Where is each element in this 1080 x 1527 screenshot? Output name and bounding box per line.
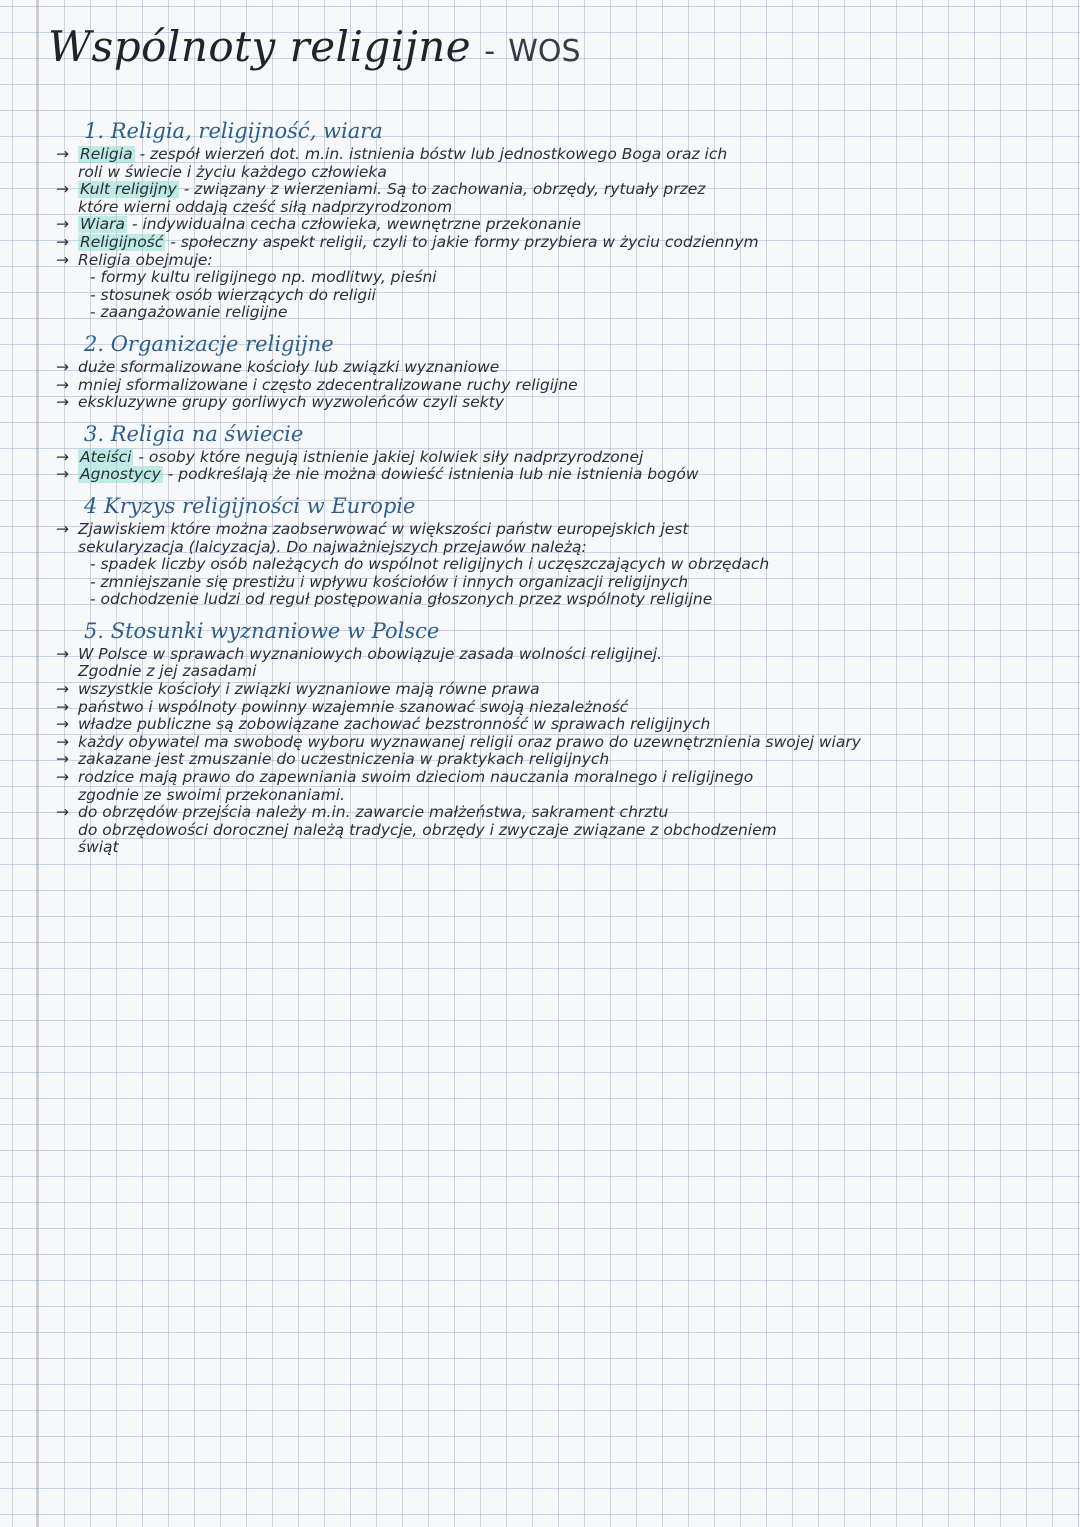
line-text: wszystkie kościoły i związki wyznaniowe mają równe prawa [78,681,540,699]
section-heading: 3. Religia na świecie [84,421,304,446]
arrow-icon: → [56,769,69,787]
note-line [56,466,1056,484]
notes-content [56,118,1056,866]
arrow-icon: → [56,804,69,822]
arrow-icon: → [56,448,69,466]
arrow-icon: → [56,358,69,376]
note-line [56,839,1056,857]
note-line [56,199,1056,217]
highlighted-term: Kult religijny [80,181,177,199]
note-line [56,787,1056,805]
line-text: sekularyzacja (laicyzacja). Do najważniejszych przejawów należą: [78,538,587,556]
highlighted-term: Ateiści [80,448,132,466]
arrow-icon: → [56,681,69,699]
arrow-icon: → [56,146,69,163]
line-text: zaangażowanie religijne [100,304,288,322]
note-section [56,421,1056,484]
highlighted-term: Agnostycy [80,466,161,484]
note-line [56,287,1056,305]
line-text: do obrzędowości dorocznej należą tradycje, obrzędy i zwyczaje związane z obchodzeniem [78,821,777,839]
page-header [48,22,581,71]
line-text: rodzice mają prawo do zapewniania swoim dzieciom nauczania moralnego i religijnego [78,769,754,787]
line-text: roli w świecie i życiu każdego człowieka [78,163,387,181]
note-section [56,618,1056,857]
note-line [56,751,1056,769]
section-heading: 1. Religia, religijność, wiara [84,119,383,143]
line-text: - związany z wierzeniami. Są to zachowania, obrzędy, rytuały przez [178,181,706,199]
arrow-icon: → [56,251,69,269]
section-heading: 5. Stosunki wyznaniowe w Polsce [84,618,440,643]
note-section [56,118,1056,322]
line-text: - indywidualna cecha człowieka, wewnętrzne przekonanie [127,216,582,234]
arrow-icon: → [56,181,69,199]
line-text: odchodzenie ludzi od reguł postępowania głoszonych przez wspólnoty religijne [100,591,713,609]
line-text: - osoby które negują istnienie jakiej kolwiek siły nadprzyrodzonej [133,448,644,466]
note-line [56,234,1056,252]
note-line [56,681,1056,699]
page-margin-line [36,0,38,1527]
line-text: stosunek osób wierzących do religii [100,286,376,304]
page-title: Wspólnoty religijne [48,22,472,71]
note-line [56,146,1056,164]
arrow-icon: → [56,394,69,412]
arrow-icon: → [56,751,69,769]
arrow-icon: → [56,376,69,394]
line-text: zakazane jest zmuszanie do uczestniczenia w praktykach religijnych [78,751,610,769]
line-text: duże sformalizowane kościoły lub związki wyznaniowe [78,358,500,376]
note-line [56,574,1056,592]
line-text: ekskluzywne grupy gorliwych wyzwoleńców czyli sekty [78,394,505,412]
line-text: do obrzędów przejścia należy m.in. zawarcie małżeństwa, sakrament chrztu [78,804,669,822]
line-text: zmniejszanie się prestiżu i wpływu kościołów i innych organizacji religijnych [100,573,689,591]
line-text: - zespół wierzeń dot. m.in. istnienia bóstw lub jednostkowego Boga oraz ich [134,146,728,163]
note-line [56,181,1056,199]
arrow-icon: → [56,466,69,484]
note-line [56,252,1056,270]
arrow-icon: → [56,716,69,734]
arrow-icon: → [56,520,69,538]
line-text: - podkreślają że nie można dowieść istnienia lub nie istnienia bogów [162,466,699,484]
note-section [56,331,1056,412]
arrow-icon: → [56,216,69,234]
note-line [56,769,1056,787]
note-line [56,822,1056,840]
line-text: które wierni oddają cześć siłą nadprzyrodzonom [78,198,453,216]
line-text: spadek liczby osób należących do wspólnot religijnych i uczęszczających w obrzędach [100,556,770,574]
note-line [56,164,1056,182]
line-text: Zjawiskiem które można zaobserwować w większości państw europejskich jest [78,520,689,538]
line-text: państwo i wspólnoty powinny wzajemnie szanować swoją niezależność [78,698,629,716]
note-line [56,646,1056,664]
line-text: - społeczny aspekt religii, czyli to jakie formy przybiera w życiu codziennym [165,233,759,251]
section-heading: 2. Organizacje religijne [84,331,334,356]
title-separator: - [484,34,496,69]
note-line [56,734,1056,752]
note-line [56,269,1056,287]
line-text: W Polsce w sprawach wyznaniowych obowiązuje zasada wolności religijnej. [78,645,662,663]
note-line [56,804,1056,822]
note-line [56,394,1056,412]
note-line [56,216,1056,234]
highlighted-term: Religijność [80,233,164,251]
subject-label: WOS [508,34,581,69]
section-heading: 4 Kryzys religijności w Europie [84,493,416,518]
note-line [56,663,1056,681]
line-text: Religia obejmuje: [78,251,213,269]
line-text: świąt [78,839,119,857]
note-line [56,716,1056,734]
note-line [56,449,1056,467]
note-line [56,359,1056,377]
line-text: władze publiczne są zobowiązane zachować bezstronność w sprawach religijnych [78,716,711,734]
line-text: formy kultu religijnego np. modlitwy, pieśni [100,269,437,287]
note-line [56,556,1056,574]
line-text: Zgodnie z jej zasadami [78,663,257,681]
note-line [56,377,1056,395]
highlighted-term: Wiara [80,216,126,234]
arrow-icon: → [56,233,69,251]
line-text: zgodnie ze swoimi przekonaniami. [78,786,345,804]
arrow-icon: → [56,645,69,663]
arrow-icon: → [56,698,69,716]
note-line [56,521,1056,539]
arrow-icon: → [56,733,69,751]
note-section [56,493,1056,609]
line-text: każdy obywatel ma swobodę wyboru wyznawanej religii oraz prawo do uzewnętrznienia swojej wiary [78,733,861,751]
note-line [56,304,1056,322]
line-text: mniej sformalizowane i często zdecentralizowane ruchy religijne [78,376,578,394]
highlighted-term: Religia [80,146,133,163]
note-line [56,699,1056,717]
note-line [56,591,1056,609]
note-line [56,539,1056,557]
